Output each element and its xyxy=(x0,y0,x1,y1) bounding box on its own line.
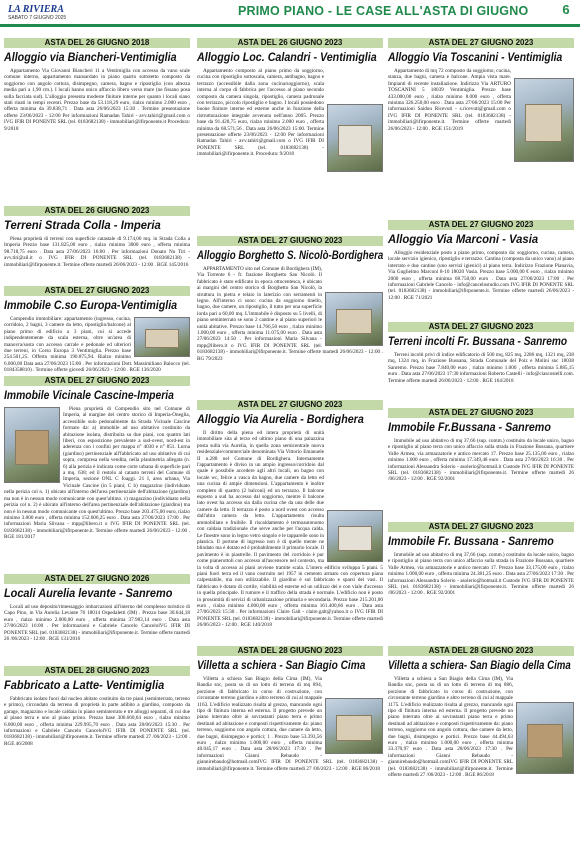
ad-text: Alloggio residenziale posto a piano primo, composto da: soggiorno, cucina, camera, locale servizio igienico, ripostiglio e terrazzo. Cantina (composta da unico vano) al piano interrato e due cantine (uno servizi igienici) al piano terra. Indirizzo Frazione Pianavia, Via Guglielmo Marconi 8-10 18020 Vasia. Prezzo base 5.000,00 € euro , rialzo minimo 2000 euro , offerta minima 68.750,00 euro . Data asta 27/06/2023 17:00 . Per informazioni Gabriele Cancelo - info@cancelostudio.com IVG IFIR DI PONENTE SRL (tel. 0183682138) - immobiliari@ifirponente.it. Termine offerte martedì 26/06/2023 - 12:00 . RGE 71/2021 xyxy=(388,250,574,301)
property-photo xyxy=(327,510,383,562)
ad-date-banner: ASTA DEL 27 GIUGNO 2026 xyxy=(4,574,190,584)
ad-corso-europa xyxy=(4,286,190,374)
ad-title: Fabbricato a Latte- Ventimiglia xyxy=(4,680,165,692)
ad-text: Appartamento di mq 72 composto da soggiorno, cucina, stanza, due bagni, camera e balcone. Ampia vista mare. Impianti di recente installazione. Indirizzo Via ARTURO TOSCANINI 5 18039 Ventimiglia. Prezzo base 433.000,00 euro , rialzo minimo 8.000 euro , offerta minima 326.250,00 euro . Data asta 27/06/2023 15:00 Per informazioni Saidou Ricevuti - s.ricevuti@gmail.com o IVG IFIR DI PONENTE SRL (tel. 0183682138) - immobiliari@ifirponente.it. Termine offerte martedì 26/06/2023 - 12:00 . RGE 151/2019 xyxy=(388,68,574,132)
ad-date-banner: ASTA DEL 27 GIUGNO 2023 xyxy=(4,286,190,296)
ad-text: Fabbricato isolato fuori dal nucleo abitato costituito da tre piani (seminterrato, terreno e primo), circondato da terreno di proprietà in parte adibito a giardino, composto da garage, magazzino e locale caldaia in piano seminterrato e tre alloggi separati, di cui due al piano terra e uno al piano primo. Prezzo base 306.660,64 euro , rialzo minimo 6.000,00 euro , offerta minima 229.995,70 euro . Data asta 28/06/2023 15:30 . Per informazioni e Gabriele Cancelo CancelolVG IFIR DI PONENTE SRL (tel. 0183682138) - immobiliari@ifirponente.it. Termine offerte martedì 27 /06/2023 - 12:00 . RGE 46/2008 xyxy=(4,696,190,747)
ad-text: Piena proprietà di terreni con superficie catastale di 9.174,00 mq. in Strada Colla a Imperia Prezzo base 131.825,00 euro , rialzo minimo 3000 euro , offerta minima 98.718,75 euro . Data asta 27/06/2023 16:00 . Per informazioni Donato Nu Tiri - avv.tiri@ail.it o IVG IFIR DI PONENTE SRL (tel. 0183682138) - immobiliari@ifirponente.it. Termine offerte martedì 26/06/2023 - 12:00 . RGE 145/2016 xyxy=(4,236,190,268)
property-photo xyxy=(325,698,383,754)
ad-text: Compendio immobiliare: appartamento (ingresso, cucina, corridoio, 2 bagni, 3 camere da letto, ripostiglio/balcone) al piano primo di edificio a 3 piani, cui si accede indipendentemente da scala esterna, oltre un'area di manovra/sosta con accesso carrale e pedonale ed ulteriori due terreni, in Corso Europa 3 Ventimiglia. Prezzo base 254.501,25. Offerta minima 190.875,94. Rialzo minimo 6.000,00 Data asta 27/06/2023 15:00 . Per informazioni Dott. Massimiliano Balocco (tel. 0184358810) . Termine offerte giovedì 26/06/2023 - 12:00 . RGE 136/2020 xyxy=(4,316,190,374)
ad-title: Terreni incolti Fr. Bussana - Sanremo xyxy=(388,336,568,348)
ad-title: Alloggio Loc. Calandri - Ventimiglia xyxy=(197,52,377,64)
section-title: PRIMO PIANO - LE CASE ALL'ASTA DI GIUGNO xyxy=(238,4,529,18)
page-header xyxy=(0,0,580,40)
ad-toscanini xyxy=(388,38,574,218)
ad-immobile-bussana-2 xyxy=(388,522,574,634)
property-photo xyxy=(514,78,574,162)
ad-text: Piena proprietà di Compendio sito nel Comune di Imperia, al margine del centro storico di Imperia-Oneglia, accessibile sulo pedonalmente da Strada Vicinale Cascine formato da: a) immobile ad uso abitativo costituito da abitazione isolata, distribuita su due piani, con quattro lati liberi, con esposizione prevalente a sud-ovest, nord-est in aderenza con i confini per mappa n° 4030 e n° 851. Lorna (giardino) pertinenziale all'fabbricato ad uso abitativo di cui sopra, compresa nella vendita, nella planimetria allegata (n. 6) alla perizia è indicata come corte urbana di superficie pari a mq. 638; ed il restolo al catasto terreni del Comune di Imperia, sezione ONL C foaggi. 21 I, area urbana, Via Vicinale Cascine (in 5 piani; C b) magazzino (individuato nella perizia col n. 1) ubicato all'interno dell'area pertinenziale dell'abitazione (giardino) ma non è in nessun modo comunicante con quest'ultimo. c) magazzino (individuato nella perizia col n. 2) è ubicato all'interno dell'area pertinenziale dell'abitazione (giardino) ma non è in nessun modo comunicante con quest'ultimo. Prezzo base 203.475,00 euro, rialzo minimo 3.000 euro , offerta minima 152.606,25 euro . Data asta 27/06/2023 17:00 . Per informazioni Maria Silvana - mpp@libero.it o IVG IFIR DI PONENTE SRL (tel. 0183682138) - immobiliari@ifirponente.it. Termine offerte martedì 26/06/2023 - 12:00 . RGE 181/2017 xyxy=(4,406,190,541)
ad-biancheri xyxy=(4,38,190,204)
ad-title: Alloggio Via Toscanini - Ventimiglia xyxy=(388,52,563,64)
ad-title: Alloggio Via Marconi - Vasia xyxy=(388,234,539,246)
ad-terreni-bussana xyxy=(388,322,574,406)
ad-text: Villetta a schiera San Biagio della Cima (IM), Via Bandia snc, posta su di un lotto di terreno di mq 894, porzione di fabbricato in corso di costruzione, con circostante terreno giardino e altro terreno di cui al mappale 1163. L'edificio realizzato risulta al grezzo, mancando ogni tipo di finitura interna ed esterna. Il progetto prevede un piano interrato oltre ai sovrastanti piano terra e primo destinati ad abitazione e composti rispettivamente da: piano terreno, soggiorno con angolo cottura, due camere da letto, due bagni, disimpegno e portici; 1 . Prezzo base 53.393,56 euro , rialzo minimo 1.000,00 euro , offerta minima 40.045,17 euro . Data asta 28/06/2023 17:30 . Per informazioni Gianni Rebaudo - giannirebaudo@hotmail.comIVG IFIR DI PONENTE SRL (tel. 0183682138) - immobiliari@ifirponente.it. Termine offerte martedì 27 /06/2023 - 12:00 . RGE 86/2018 xyxy=(197,676,383,772)
ad-aurelia-levante xyxy=(4,574,190,666)
ad-title: Alloggio via Biancheri-Ventimiglia xyxy=(4,52,177,64)
ad-date-banner: ASTA DEL 28 GIUGNO 2023 xyxy=(4,666,190,676)
ad-villetta-san-biagio xyxy=(197,646,383,836)
property-photo xyxy=(4,407,60,483)
ad-date-banner: ASTA DEL 28 GIUGNO 2023 xyxy=(197,646,383,656)
ad-date-banner: ASTA DEL 27 GIUGNO 2023 xyxy=(197,236,383,246)
ad-title: Villetta a schiera - San Biagio Cima xyxy=(197,660,366,672)
ad-title: Alloggio Via Aurelia - Bordighera xyxy=(197,414,364,426)
header-rule xyxy=(0,24,580,27)
ad-date-banner: ASTA DEL 28 GIUGNO 2023 xyxy=(388,646,574,656)
ad-title: Terreni Strada Colla - Imperia xyxy=(4,220,161,232)
ad-date-banner: ASTA DEL 27 GIUGNO 2023 xyxy=(388,220,574,230)
ad-text: Appartamento composto al piano primo da soggiorno, cucina con ripostiglio sottoscala, camera, antibagno, bagno e terrazzo (accessibile dalla zona cucina/soggiorno), scala interna al corpo di fabbrica per l'accesso al piano secondo composto da camera singola, ripostiglio, camera padronale con terrazzo, piccolo ripostiglio e bagno. I locali possiedono buone finiture interne ed esterne anche in funzione della ristrutturazione integrale avvenuta nell'anno 2005. Prezzo base da 91.428,75 euro, rialzo minimo 2.000 euro , offerta minima da 68.571,56 . Data asta 26/06/2023 15:00. Termine presentazione offerte 23/06/2023 - 12:00 Per informazioni Ramadan Tahiri - avv.tahiri@gmail.com o IVG IFIR DI PONENTE SRL (tel. 0183682138) - immobiliari@ifirponente.it. Procedura: 9/2018 xyxy=(197,68,383,158)
ad-title: Immobile Fr.Bussana - Sanremo xyxy=(388,422,551,434)
ad-date-banner: ASTA DEL 27 GIUGNO 2023 xyxy=(388,38,574,48)
ad-title: Immobile Vicinale Cascine-Imperia xyxy=(4,390,174,402)
ad-text: Immobile ad uso abitativo di mq 37,66 (sup. comm.) costituito da locale unico, bagno e ripostiglio al piano terra con unico affaccio sulla strada in Frazione Bussana, quartiere Valle Armea, via armazzatorie e antico mercato 17. Prezzo base 25.135,00 euro , rialzo minimo 1.000 euro , offerta minima 17.349,48 euro . Data asta 27/06/2023 16:30 . Per informazioni Alessandra Solerio - asolerio@hotmail.it Custode IVG IFIR DI PONENTE SRL (tel. 0183682138) - immobiliari@ifirponente.it. Termine offerte martedì 26 /06/2023 - 12:00 . RGE 92/2001 xyxy=(388,438,574,483)
ad-date-banner: ASTA DEL 26 GIUGNO 2023 xyxy=(4,206,190,216)
property-photo xyxy=(134,317,190,357)
ad-text: Villetta a schiera a San Biagio della Cima (IM), Via Bandia snc, posta su di un lotto di terreno di mq 886, porzione di fabbricato in corso di costruzione, con circostante terreno giardino e altro terreno di cui al mappale 1175. L'edificio realizzato risulta al grezzo, mancando ogni tipo di finitura interna ed esterna. Il progetto prevede un piano interrato oltre ai sovrastanti piano terra e primo destinati ad abitazione e composti rispettivamente da: piano terreno, soggiorno con angolo cottura, due camere da letto, due bagni, disimpegno e portici. Prezzo base 44.494,63 euro , rialzo minimo 1.000,00 euro , offerta minima 33.370,97 euro . Data asta 28/06/2023 17:30 . Per informazioni Gianni Rebaudo - giannirebaudo@hotmail.comIVG IFIR DI PONENTE SRL (tel. 0183682138) - immobiliari@ifirponente.it. Termine offerte martedì 27 /06/2023 - 12:00 . RGE 86/2018 xyxy=(388,676,574,779)
ad-title: Locali Aurelia levante - Sanremo xyxy=(4,588,173,600)
ad-calandri xyxy=(197,38,383,234)
brand-logo: LA RIVIERA xyxy=(8,4,64,15)
ad-text: APPARTAMENTO sito nel Comune di Bordighera (IM), Via Torrente 6 - fr. frazione Borghetto San Nicolò. Il fabbricato è stato edificato in epoca ottocentesca, è ubicato ai margini del centro storico di Borghetto San Nicolò, la struttura in pietra e telaio in laterizio con serramenti in legno. All'interno ci sono: cucina da soggiorno tinello, bagno, due camere, un ripostiglio, il tutto per una superficie lorda pari a 60,00 mq. L'immobile è disposto su 5 livelli, di piano seminterrato se sono 2 cantine e al piano superiori le unità abitative. Prezzo base 14.766,50 euro , rialzo minimo 1.000,00 euro , offerta minima 11.075,00 euro . Data asta 27/06/2023 14:50 . Per informazioni Maria Silvana - mpp@libero.it o IVG IFIR DI PONENTE SRL (tel. 0183682138) - immobiliari@ifirponente.it. Termine offerte martedì 26/06/2023 - 12:00 . RG 79/2023 xyxy=(197,266,383,362)
ad-immobile-bussana-1 xyxy=(388,408,574,520)
property-photo xyxy=(325,292,383,346)
ad-date-banner: ASTA DEL 27 GIUGNO 2023 xyxy=(388,522,574,532)
ad-date-banner: ASTA DEL 27 GIUGNO 2023 xyxy=(388,408,574,418)
issue-date: SABATO 7 GIUGNO 2025 xyxy=(8,15,67,21)
ad-date-banner: ASTA DEL 26 GIUGNO 2023 xyxy=(197,38,383,48)
ad-date-banner: ASTA DEL 27 GIUGNO 2023 xyxy=(197,400,383,410)
ad-via-aurelia xyxy=(197,400,383,638)
ad-title: Alloggio Borghetto S. Nicolò-Bordighera xyxy=(197,250,384,262)
ad-latte xyxy=(4,666,190,836)
ad-text: Appartamento Via Giovanni Biancheri 11 a Ventimiglia con accesso da vano scale comune interno, appartamento mansardato in piano quarto sottotetto composto da soggiorno con angolo cottura, disimpegno, camera, bagno e ripostiglio (con altezza media pari a 1,90 cm.). I locali hanno unico affaccio libero verso mare (ne fissano posa sulla facciata sud). L'alloggio presenta modeste finiture interne per quanto i locali siano stati rinati in tempi recenti. Prezzo base da 53.118,29 euro, rialzo minimo 2.000 euro , offerta minima da 39.838,71 . Data asta 26/06/2023 15:30 . Termine presentazione offerte 23/06/2023 - 12:00 Per informazioni Ramadan Tahiri - avv.tahiri@gmail.com o IVG IFIR DI PONENTE SRL (tel. 0183682138) - immobiliari@ifirponente.it Procedura: 9/2018 xyxy=(4,68,190,132)
ad-borghetto xyxy=(197,236,383,396)
ad-strada-colla xyxy=(4,206,190,284)
ad-villetta-san-biagio-cima xyxy=(388,646,574,836)
ad-date-banner: ASTA DEL 26 GIUGNO 2018 xyxy=(4,38,190,48)
page-number: 6 xyxy=(558,2,574,22)
ad-text: Locali ad uso deposito/rimessaggio imbarcazioni all'interno del complesso turistico di Capo Pino, in Via Aurelia Levante 76 18014 Ospedaletti (IM) . Prezzo base 30.644,18 euro , rialzo minimo 2.000,00 euro , offerta minima 37.983,14 euro . Data asta 27/06/2023 16:00 . Per informazioni e Gabriele Cancelo CancelolVG IFIR DI PONENTE SRL (tel. 0183682138) - immobiliari@ifirponente.it. Termine offerte martedì 26 /06/2023 - 12:00 . RGE 131/2016 xyxy=(4,604,190,643)
property-photo xyxy=(327,104,383,172)
ad-title: Villetta a schiera- San Biagio della Cima xyxy=(388,660,571,672)
ad-title: Immobile C.so Europa-Ventimiglia xyxy=(4,300,178,312)
ad-date-banner: ASTA DEL 27 GIUGNO 2023 xyxy=(388,322,574,332)
ad-marconi-vasia xyxy=(388,220,574,320)
property-photo xyxy=(516,702,574,774)
ad-title: Immobile Fr. Bussana - Sanremo xyxy=(388,536,554,548)
ad-date-banner: ASTA DEL 27 GIUGNO 2023 xyxy=(4,376,190,386)
ad-vicinale-cascine xyxy=(4,376,190,556)
ad-text: Il diritto della piena ed intera proprietà di unità immobiliare sita al terzo ed ultimo piano di una palazzina posta sulla via Aurelia, in quella zona semicentrale nuova residenziale/commerciale denominata Via Vittorio Emanuele II n.288 nel Comune di Bordighera. Internamente l'appartamento è diviso in un ampio ingresso/corridoio dal quale è possibile accedere agli altri locali, un bagno con locale wc, felice a vasca da bagno, due camere da letto ed una cucina di ampie dimensioni. L'appartamento è inoltre completo di quattro (2 balconi) ed un terrazzo. Il balcone esposto a sud ha accesso dal soggiorno, mentre il balcone lato ovest ha accesso sia dalla cucina che da una delle due camere da letto. Il terrazzo è posto a nord ovest con accesso dall'altra camera da letto. L'appartamento risulta ammobiliato e fruibile. Il riscaldamento è termoautonomo con caldaia tradizionale che serve anche per l'acqua calda. Le finestre sono in legno vetro singolo e le tapparelle sono in plastica. Il portone di ingresso non è di quelle mente ne blindato ma è dotato ed è probabilmente il primario locale. Il pavimento è in piastrelle. Il pavimento del corridoio è pur come pianerottoli con accesso all'ascensore nel contesto, ma la volta di accesso ai piani avviene tramite scala. L'intero edificio sviluppa 5 piani. 5 piani fuori terra ed il vano costruito nel 1957 in cemento armato con copertura piana calpestabile, ma non utilizzabile. Il giardino è sul fabbricato e sparsi dei vasi. Il fabbricato è dotato di cortile, viabilità ed esterne ed un utilizzo dei e con viale d'accesso in quella principale. Il rumore e il traffico della strada è normale. L'edificio non è posto in prossimità di servizi di urbanizzazione primaria e secondaria. Prezzo base 215.201,00 euro , rialzo minimo 4.000,00 euro , offerta minima 161.400,66 euro . Data asta 27/06/2023 15:30 . Per informazioni Claire Galt - claire.galt@yahoo.it o IVG IFIR DI PONENTE SRL (tel. 0183682138) - immobiliari@ifirponente.it. Termine offerte martedì 26/06/2023 - 12:00 . RGE 140/2018 xyxy=(197,430,383,629)
ad-text: Terreni incolti privi di indice edificatorio di 500 mq, 825 mq, 2286 mq, 1321 mq, 238 mq, 1324 mq, in Frazione Bussana, Strada Comunale del Poiz e Molini snc 18038 Sanremo. Prezzo base 7.840,00 euro , rialzo minimo 1.000 , offerta minima 5.885,15 euro . Data asta 27/06/2023 17:30 informazioni Roberto Castelli - info@ciascostelli.com. Termine offerte martedì 26/06/2023 - 12:00 . RGE 164/2018 xyxy=(388,352,574,384)
ad-text: Immobile ad uso abitativo di mq 37,66 (sup. comm.) costituito da locale unico, bagno e ripostiglio al piano terra con unico affaccio sulla strada in Frazione Bussana, quartiere Valle Armea, via armazzatorie e antico mercato 17. Prezzo base 33.175,00 euro , rialzo minimo 1.000,00 euro , offerta minima 24.381,25 euro . Data asta 27/06/2023 17:30 . Per informazioni Alessandra Solerio - asolerio@hotmail.it Custode IVG IFIR DI PONENTE SRL (tel. 0183682138) - immobiliari@ifirponente.it. Termine offerte martedì 26 /06/2023 - 12:00 . RGE 92/2001 xyxy=(388,552,574,597)
